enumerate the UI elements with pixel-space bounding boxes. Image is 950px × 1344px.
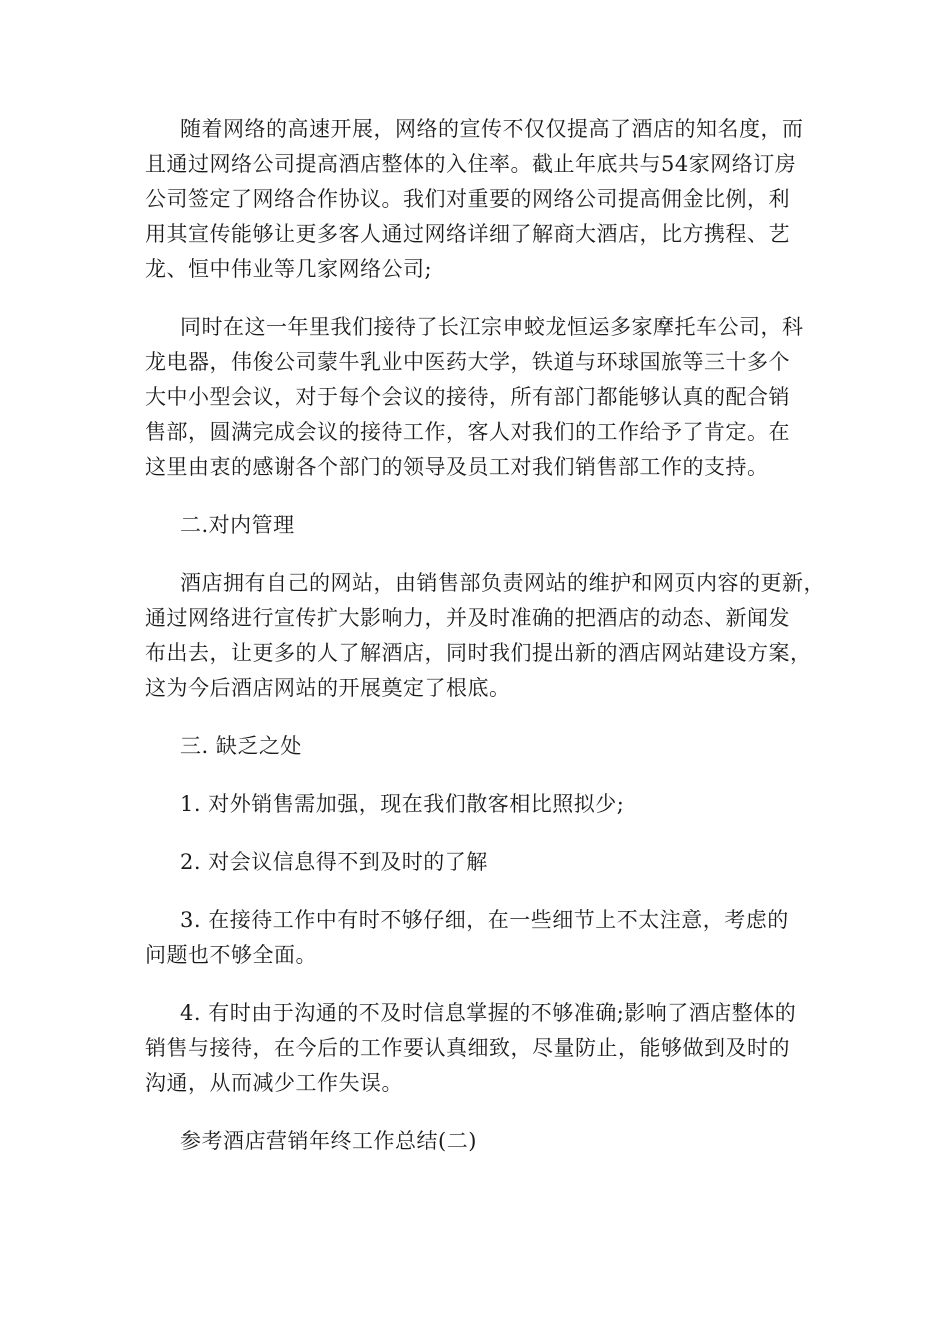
text-line: 酒店拥有自己的网站，由销售部负责网站的维护和网页内容的更新， xyxy=(180,571,825,595)
heading-text: 参考酒店营销年终工作总结(二) xyxy=(180,1129,477,1153)
heading-text: 三. 缺乏之处 xyxy=(180,734,302,758)
text-line: 布出去，让更多的人了解酒店，同时我们提出新的酒店网站建设方案， xyxy=(145,641,812,665)
text-line: 龙电器，伟俊公司蒙牛乳业中医药大学，铁道与环球国旅等三十多个 xyxy=(145,350,790,374)
text-line: 公司签定了网络合作协议。我们对重要的网络公司提高佣金比例，利 xyxy=(145,187,790,211)
section-heading-shortcomings xyxy=(145,729,810,764)
text-line: 且通过网络公司提高酒店整体的入住率。截止年底共与54家网络订房 xyxy=(145,152,797,176)
text-line: 2. 对会议信息得不到及时的了解 xyxy=(180,850,488,874)
paragraph-conference-reception xyxy=(145,310,810,485)
text-line: 同时在这一年里我们接待了长江宗申蛟龙恒运多家摩托车公司，科 xyxy=(180,315,804,339)
text-line: 龙、恒中伟业等几家网络公司; xyxy=(145,257,433,281)
list-item-4 xyxy=(145,996,810,1101)
text-line: 3. 在接待工作中有时不够仔细，在一些细节上不太注意，考虑的 xyxy=(180,908,789,932)
text-line: 这里由衷的感谢各个部门的领导及员工对我们销售部工作的支持。 xyxy=(145,455,769,479)
text-line: 随着网络的高速开展，网络的宣传不仅仅提高了酒店的知名度，而 xyxy=(180,117,804,141)
paragraph-website xyxy=(145,566,825,706)
section-heading-internal-management xyxy=(145,508,810,543)
text-line: 这为今后酒店网站的开展奠定了根底。 xyxy=(145,676,511,700)
section-title-part-two xyxy=(145,1124,810,1159)
text-line: 问题也不够全面。 xyxy=(145,943,317,967)
paragraph-online-promotion xyxy=(145,112,810,287)
text-line: 大中小型会议，对于每个会议的接待，所有部门都能够认真的配合销 xyxy=(145,385,790,409)
text-line: 用其宣传能够让更多客人通过网络详细了解商大酒店，比方携程、艺 xyxy=(145,222,790,246)
text-line: 销售与接待，在今后的工作要认真细致，尽量防止，能够做到及时的 xyxy=(145,1036,790,1060)
text-line: 4. 有时由于沟通的不及时信息掌握的不够准确;影响了酒店整体的 xyxy=(180,1001,797,1025)
list-item-1 xyxy=(145,787,810,822)
text-line: 售部，圆满完成会议的接待工作，客人对我们的工作给予了肯定。在 xyxy=(145,420,790,444)
heading-text: 二.对内管理 xyxy=(180,513,295,537)
list-item-3 xyxy=(145,903,810,973)
text-line: 通过网络进行宣传扩大影响力，并及时准确的把酒店的动态、新闻发 xyxy=(145,606,790,630)
document-page xyxy=(145,112,825,1159)
list-item-2 xyxy=(145,845,810,880)
text-line: 1. 对外销售需加强，现在我们散客相比照拟少; xyxy=(180,792,625,816)
text-line: 沟通，从而减少工作失误。 xyxy=(145,1071,403,1095)
